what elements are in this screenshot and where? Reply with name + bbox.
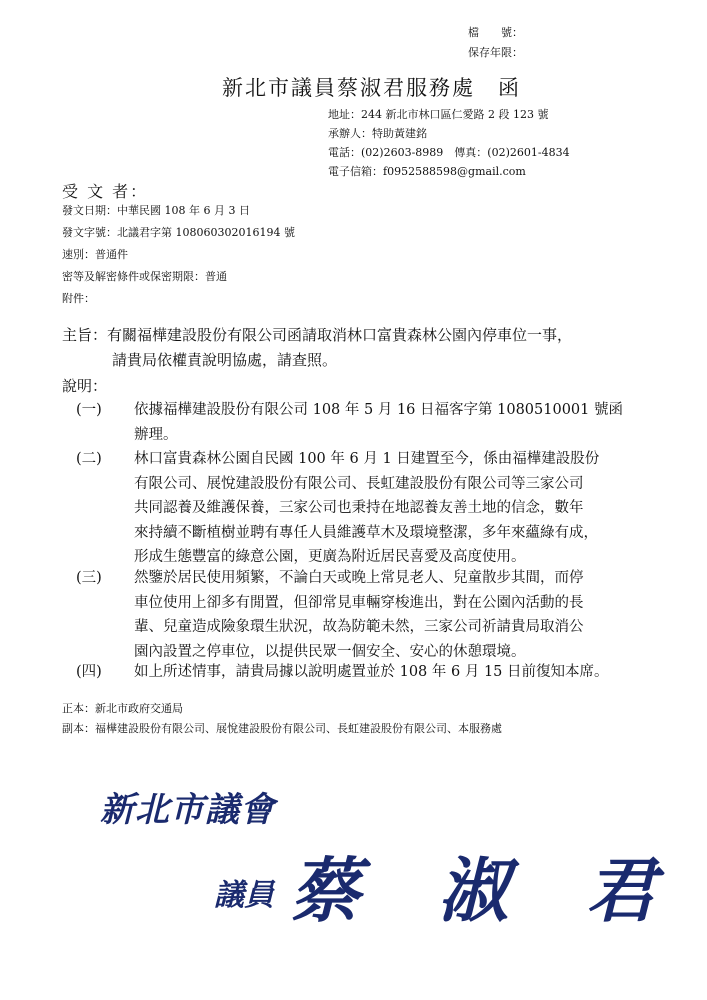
main-recipient: 正本：新北市政府交通局 [62,702,183,715]
item-number: (一) [76,402,102,418]
item-number: (四) [76,664,102,680]
councilor-name-seal: 蔡 淑 君 [290,849,660,932]
email-line: 電子信箱：f0952588598@gmail.com [328,165,526,178]
item-text-line: 形成生態豐富的綠意公園，更廣為附近居民喜愛及高度使用。 [134,549,526,565]
councilor-role-seal: 議員 [214,878,274,913]
copy-recipients: 副本：福樺建設股份有限公司、展悅建設股份有限公司、長虹建設股份有限公司、本服務處 [62,722,502,735]
item-text-line: 林口富貴森林公園自民國 100 年 6 月 1 日建置至今，係由福樺建設股份 [134,451,600,467]
address-line: 地址：244 新北市林口區仁愛路 2 段 123 號 [328,108,549,121]
item-text-line: 辦理。 [134,426,178,443]
item-text-line: 有限公司、展悅建設股份有限公司、長虹建設股份有限公司等三家公司 [134,475,584,492]
item-number: (三) [76,570,102,586]
item-text-line: 共同認養及維護保養，三家公司也秉持在地認養友善土地的信念，數年 [134,500,584,516]
recipient-label: 受 文 者： [62,182,149,201]
item-text-line: 如上所述情事，請貴局據以說明處置並於 108 年 6 月 15 日前復知本席。 [134,664,609,680]
item-number: (二) [76,451,102,467]
attachment-label: 附件： [62,292,95,305]
secrecy-level: 密等及解密條件或保密期限：普通 [62,270,227,283]
delivery-speed: 速別：普通件 [62,248,128,261]
item-text-line: 園內設置之停車位，以提供民眾一個安全、安心的休憩環境。 [134,643,526,660]
item-text [134,447,704,570]
retention-period-label: 保存年限： [468,46,523,59]
item-text-line: 來持續不斷植樹並聘有專任人員維護草木及環境整潔，多年來蘊綠有成， [134,524,598,541]
subject-line-2: 請貴局依權責說明協處，請查照。 [112,351,338,369]
item-text-line: 然鑒於居民使用頻繁，不論白天或晚上常見老人、兒童散步其間，而停 [134,570,584,586]
council-seal-text: 新北市議會 [100,790,275,830]
document-title: 新北市議員蔡淑君服務處 函 [222,76,521,100]
item-text [134,398,704,447]
item-text [134,660,704,685]
issue-date: 發文日期：中華民國 108 年 6 月 3 日 [62,204,250,217]
item-text-line: 輩、兒童造成險象環生狀況，故為防範未然，三家公司祈請貴局取消公 [134,619,584,635]
item-text-line: 依據福樺建設股份有限公司 108 年 5 月 16 日福客字第 1080510001 號函 [134,402,623,418]
phone-fax-line: 電話：(02)2603-8989 傳真：(02)2601-4834 [328,146,570,159]
subject-line-1: 主旨：有關福樺建設股份有限公司函請取消林口富貴森林公園內停車位一事， [62,326,573,344]
handler-line: 承辦人：特助黃建銘 [328,127,427,140]
explanation-label: 說明： [62,377,108,395]
file-number-label: 檔 號： [468,26,523,39]
item-text [134,566,704,664]
item-text-line: 車位使用上卻多有閒置，但卻常見車輛穿梭進出，對在公園內活動的長 [134,594,584,611]
document-id: 發文字號：北議君字第 108060302016194 號 [62,226,295,239]
